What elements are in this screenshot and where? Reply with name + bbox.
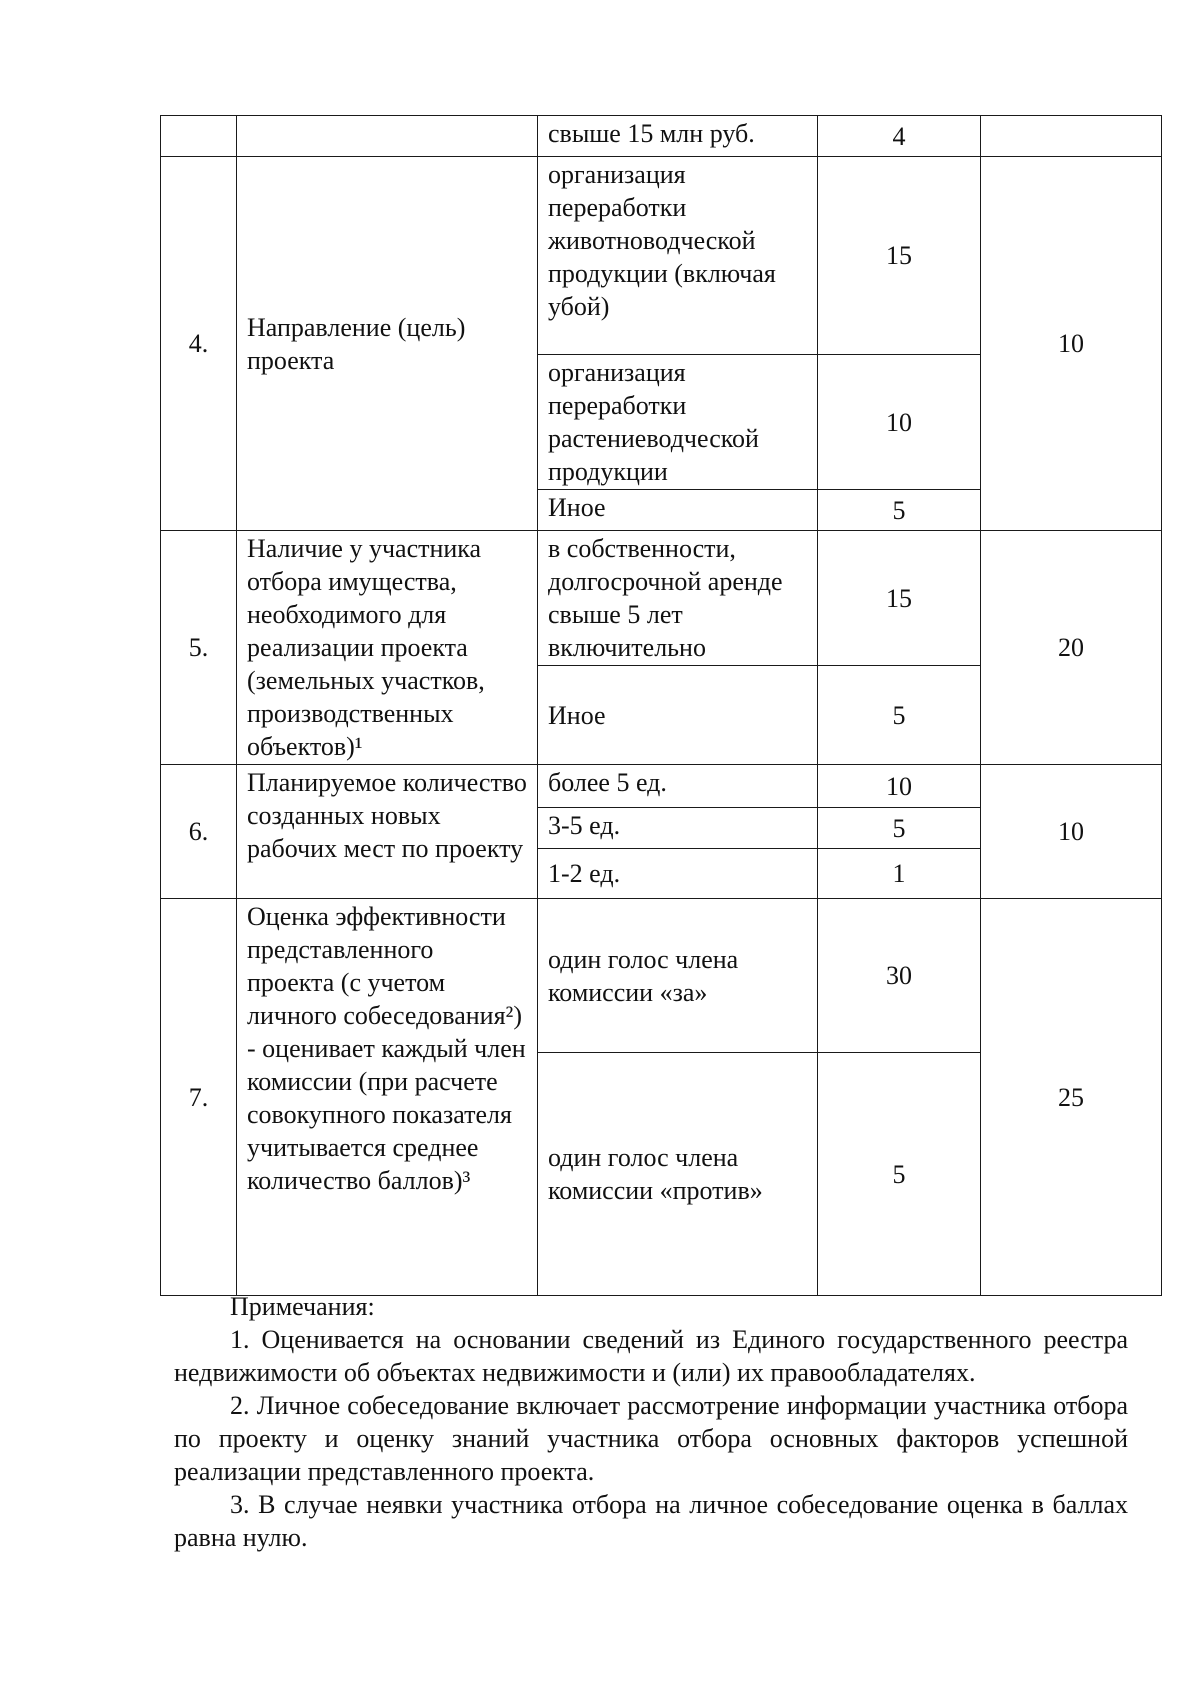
criterion-cell (237, 116, 538, 157)
row-number: 4. (161, 157, 237, 531)
criteria-table (160, 115, 1162, 1296)
row-number (161, 116, 237, 157)
note-item: 1. Оценивается на основании сведений из Единого государственного реестра недвижимости об объектах недвижимости и (или) их правообладателях. (174, 1325, 1128, 1387)
table-row (161, 531, 1162, 666)
option-points: 5 (818, 1053, 981, 1296)
max-points: 10 (981, 157, 1162, 531)
option-label: более 5 ед. (538, 765, 818, 808)
option-points: 1 (818, 849, 981, 899)
option-label: 3-5 ед. (538, 808, 818, 849)
option-label: в собственности, долгосрочной аренде свыше 5 лет включительно (538, 531, 818, 666)
notes-heading: Примечания: (230, 1292, 375, 1321)
option-label: Иное (538, 490, 818, 531)
option-points: 15 (818, 157, 981, 355)
option-points: 30 (818, 899, 981, 1053)
max-points: 10 (981, 765, 1162, 899)
option-points: 5 (818, 666, 981, 765)
option-label: свыше 15 млн руб. (538, 116, 818, 157)
row-number: 6. (161, 765, 237, 899)
row-number: 5. (161, 531, 237, 765)
table-row (161, 899, 1162, 1053)
row-number: 7. (161, 899, 237, 1296)
option-points: 10 (818, 355, 981, 490)
criterion-cell: Планируемое количество созданных новых рабочих мест по проекту (237, 765, 538, 899)
table-row (161, 116, 1162, 157)
table-row (161, 157, 1162, 355)
option-points: 15 (818, 531, 981, 666)
option-label: организация переработки животноводческой продукции (включая убой) (538, 157, 818, 355)
criterion-cell: Наличие у участника отбора имущества, необходимого для реализации проекта (земельных участков, производственных объектов)¹ (237, 531, 538, 765)
max-points: 25 (981, 899, 1162, 1296)
option-label: один голос члена комиссии «за» (538, 899, 818, 1053)
option-label: 1-2 ед. (538, 849, 818, 899)
max-points: 20 (981, 531, 1162, 765)
note-item: 2. Личное собеседование включает рассмотрение информации участника отбора по проекту и оценку знаний участника отбора основных факторов успешной реализации представленного проекта. (174, 1391, 1128, 1486)
option-points: 10 (818, 765, 981, 808)
option-points: 5 (818, 808, 981, 849)
notes-section (174, 1290, 1128, 1554)
option-points: 5 (818, 490, 981, 531)
option-label: Иное (538, 666, 818, 765)
criterion-cell: Оценка эффективности представленного проекта (с учетом личного собеседования²) - оценивает каждый член комиссии (при расчете совокупного показателя учитывается среднее количество баллов)³ (237, 899, 538, 1296)
table-row (161, 765, 1162, 808)
option-label: один голос члена комиссии «против» (538, 1053, 818, 1296)
note-item: 3. В случае неявки участника отбора на личное собеседование оценка в баллах равна нулю. (174, 1490, 1128, 1552)
option-label: организация переработки растениеводческой продукции (538, 355, 818, 490)
option-points: 4 (818, 116, 981, 157)
criterion-cell: Направление (цель) проекта (237, 157, 538, 531)
max-points (981, 116, 1162, 157)
